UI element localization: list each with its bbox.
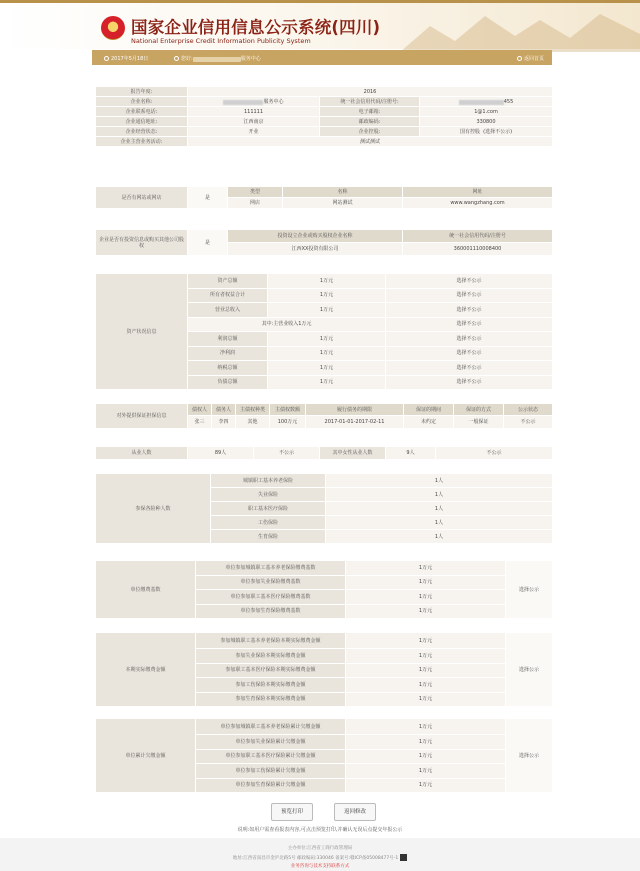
insurance-people-value: 1人	[326, 488, 553, 502]
guarantee-header: 主债权数额	[270, 404, 306, 416]
website-url: www.wangzhang.com	[403, 198, 553, 209]
holding-value: 国有控股 (选择不公示)	[420, 127, 553, 137]
arrears-value: 1万元	[346, 764, 506, 779]
site-header	[0, 3, 640, 49]
insurance-people-value: 1人	[326, 516, 553, 530]
insurance-type-label: 失业保险	[211, 488, 326, 502]
website-has-value: 是	[188, 187, 228, 209]
payment-base-label: 单位参加城镇职工基本养老保险缴费基数	[196, 561, 346, 576]
asset-label: 利润总额	[188, 332, 268, 347]
website-name: 网站测试	[283, 198, 403, 209]
employees-label: 从业人数	[96, 447, 188, 460]
payment-base-value: 1万元	[346, 604, 506, 619]
actual-payment-value: 1万元	[346, 678, 506, 693]
guarantee-header: 债务人	[212, 404, 236, 416]
info-bar	[92, 50, 552, 65]
postcode-value: 330800	[420, 117, 553, 127]
employees-status: 不公示	[254, 447, 320, 460]
arrears-label: 单位参加职工基本医疗保险累计欠缴金额	[196, 749, 346, 764]
guarantee-table	[95, 403, 553, 429]
female-employees-label: 其中女性从业人数	[320, 447, 386, 460]
site-subtitle: National Enterprise Credit Information Publicity System	[131, 37, 311, 45]
credit-code-value: 455	[420, 97, 553, 107]
asset-value: 1万元	[268, 361, 386, 376]
assets-table	[95, 273, 553, 390]
user-icon	[174, 56, 179, 61]
insurance-type-label: 城镇职工基本养老保险	[211, 474, 326, 488]
back-edit-button[interactable]: 返回修改	[334, 803, 376, 821]
actual-payment-value: 1万元	[346, 663, 506, 678]
table-row	[96, 274, 553, 289]
insurance-type-label: 职工基本医疗保险	[211, 502, 326, 516]
basic-info-table	[95, 86, 553, 147]
investment-has-value: 是	[188, 230, 228, 256]
name-label: 企业名称:	[96, 97, 188, 107]
insurance-people-table	[95, 473, 553, 544]
arrears-label: 单位参加失业保险累计欠缴金额	[196, 735, 346, 750]
asset-value: 1万元	[268, 332, 386, 347]
table-row	[96, 561, 553, 576]
footer-address: 地址:江西省南昌市金庐北路5号 邮政编码:330046 备案号:赣ICP备05008477号-1	[0, 854, 640, 861]
employees-table	[95, 446, 553, 460]
arrears-value: 1万元	[346, 749, 506, 764]
actual-payment-label: 参加生育保险本期实际缴费金额	[196, 692, 346, 707]
guarantee-section-label: 对外提供保证担保信息	[96, 404, 188, 429]
arrears-table	[95, 718, 553, 793]
status-value: 开业	[188, 127, 320, 137]
arrears-label: 单位参加生育保险累计欠缴金额	[196, 778, 346, 793]
asset-public: 选择不公示	[386, 288, 553, 303]
year-value: 2016	[188, 87, 553, 97]
footer-support-link[interactable]: 业务咨询与技术支持联系方式	[290, 864, 350, 869]
clock-icon	[104, 56, 109, 61]
guarantee-cell: 100万元	[270, 416, 306, 429]
guarantee-cell: 李四	[212, 416, 236, 429]
guarantee-cell: 张三	[188, 416, 212, 429]
asset-label: 资产总额	[188, 274, 268, 289]
website-header-name: 名称	[283, 187, 403, 198]
table-row	[96, 447, 553, 460]
asset-public: 选择不公示	[386, 332, 553, 347]
insurance-people-value: 1人	[326, 474, 553, 488]
guarantee-cell: 2017-01-01-2017-02-11	[306, 416, 404, 429]
print-preview-button[interactable]: 预览打印	[271, 803, 313, 821]
payment-base-table	[95, 560, 553, 619]
email-value: 1@1.com	[420, 107, 553, 117]
asset-value: 1万元	[268, 346, 386, 361]
asset-public: 选择不公示	[386, 274, 553, 289]
website-type: 网店	[228, 198, 283, 209]
actual-payment-public: 选择公示	[506, 633, 553, 707]
insurance-type-label: 工伤保险	[211, 516, 326, 530]
table-row	[96, 474, 553, 488]
redacted-text	[223, 100, 263, 105]
asset-label: 纳税总额	[188, 361, 268, 376]
payment-base-value: 1万元	[346, 575, 506, 590]
footer-organizer: 主办单位:江西省工商行政管理局	[287, 846, 353, 851]
main-business-label: 企业主营业务活动:	[96, 137, 188, 147]
asset-public: 选择不公示	[386, 346, 553, 361]
credit-code-label: 统一社会信用代码/注册号:	[320, 97, 420, 107]
arrears-value: 1万元	[346, 719, 506, 735]
status-label: 企业经营状态:	[96, 127, 188, 137]
asset-public: 选择不公示	[386, 375, 553, 390]
payment-base-label: 单位参加生育保险缴费基数	[196, 604, 346, 619]
address-value: 江西南京	[188, 117, 320, 127]
postcode-label: 邮政编码:	[320, 117, 420, 127]
redacted-text	[193, 57, 241, 62]
insurance-type-label: 生育保险	[211, 530, 326, 544]
investment-header-company: 投资设立企业或购买股权企业名称	[228, 230, 403, 243]
phone-label: 企业联系电话:	[96, 107, 188, 117]
arrears-public: 选择公示	[506, 719, 553, 793]
asset-label: 负债总额	[188, 375, 268, 390]
back-home-link[interactable]: 返回首页	[517, 55, 544, 62]
asset-value: 1万元	[268, 288, 386, 303]
payment-base-public: 选择公示	[506, 561, 553, 619]
asset-public: 选择不公示	[386, 317, 553, 332]
arrears-value: 1万元	[346, 778, 506, 793]
asset-label: 营业总收入	[188, 303, 268, 318]
asset-public: 选择不公示	[386, 303, 553, 318]
website-header-type: 类型	[228, 187, 283, 198]
guarantee-header: 保证的方式	[454, 404, 504, 416]
arrears-label: 单位参加工伤保险累计欠缴金额	[196, 764, 346, 779]
asset-label: 其中:主营业收入1万元	[188, 317, 386, 332]
asset-value: 1万元	[268, 303, 386, 318]
employees-value: 89人	[188, 447, 254, 460]
insurance-people-section-label: 参保各险种人数	[96, 474, 211, 544]
guarantee-cell: 不公示	[504, 416, 553, 429]
arrears-value: 1万元	[346, 735, 506, 750]
national-emblem-icon	[101, 16, 125, 40]
actual-payment-section-label: 本期实际缴费金额	[96, 633, 196, 707]
actual-payment-label: 参加失业保险本期实际缴费金额	[196, 649, 346, 664]
insurance-people-value: 1人	[326, 530, 553, 544]
female-employees-status: 不公示	[436, 447, 553, 460]
payment-base-section-label: 单位缴费基数	[96, 561, 196, 619]
payment-base-value: 1万元	[346, 590, 506, 605]
current-date: 2017年5月18日	[104, 55, 148, 62]
guarantee-cell: 未约定	[404, 416, 454, 429]
actual-payment-label: 参加工伤保险本期实际缴费金额	[196, 678, 346, 693]
website-header-url: 网址	[403, 187, 553, 198]
investment-header-code: 统一社会信用代码/注册号	[403, 230, 553, 243]
actual-payment-value: 1万元	[346, 692, 506, 707]
female-employees-value: 9人	[386, 447, 436, 460]
investment-section-label: 企业是否有投资信息或购买其他公司股权	[96, 230, 188, 256]
guarantee-header: 保证的期间	[404, 404, 454, 416]
actual-payment-table	[95, 632, 553, 707]
website-section-label: 是否有网站或网店	[96, 187, 188, 209]
payment-base-label: 单位参加失业保险缴费基数	[196, 575, 346, 590]
asset-public: 选择不公示	[386, 361, 553, 376]
site-footer	[0, 838, 640, 871]
website-table	[95, 186, 553, 209]
year-label: 报告年度:	[96, 87, 188, 97]
investment-table	[95, 229, 553, 256]
guarantee-header: 主债权种类	[236, 404, 270, 416]
asset-label: 所有者权益合计	[188, 288, 268, 303]
insurance-people-value: 1人	[326, 502, 553, 516]
asset-label: 净利润	[188, 346, 268, 361]
guarantee-header: 履行债务的期限	[306, 404, 404, 416]
guarantee-cell: 一般保证	[454, 416, 504, 429]
phone-value: 111111	[188, 107, 320, 117]
table-row	[96, 719, 553, 735]
payment-base-value: 1万元	[346, 561, 506, 576]
actual-payment-label: 参加职工基本医疗保险本期实际缴费金额	[196, 663, 346, 678]
actual-payment-label: 参加城镇职工基本养老保险本期实际缴费金额	[196, 633, 346, 649]
guarantee-header: 公示状态	[504, 404, 553, 416]
assets-section-label: 资产状况信息	[96, 274, 188, 390]
address-label: 企业通信地址:	[96, 117, 188, 127]
actual-payment-value: 1万元	[346, 649, 506, 664]
investment-company: 江西XX投资有限公司	[228, 243, 403, 256]
main-business-value: 测试测试	[188, 137, 553, 147]
investment-code: 360001110008400	[403, 243, 553, 256]
home-icon	[517, 56, 522, 61]
actual-payment-value: 1万元	[346, 633, 506, 649]
asset-value: 1万元	[268, 274, 386, 289]
instruction-note: 说明:如用户需查看报表内容,可点击预览打印,并确认无误后点提交年报公示	[237, 827, 403, 833]
email-label: 电子邮箱:	[320, 107, 420, 117]
payment-base-label: 单位参加职工基本医疗保险缴费基数	[196, 590, 346, 605]
arrears-section-label: 单位累计欠缴金额	[96, 719, 196, 793]
name-value: 服务中心	[188, 97, 320, 107]
asset-value: 1万元	[268, 375, 386, 390]
qr-code-icon	[400, 854, 407, 861]
guarantee-cell: 其他	[236, 416, 270, 429]
site-title: 国家企业信用信息公示系统(四川)	[131, 18, 381, 37]
holding-label: 企业控股:	[320, 127, 420, 137]
table-row	[96, 633, 553, 649]
current-user: 您好: 服务中心	[174, 55, 261, 62]
mountains-decoration	[400, 6, 640, 52]
redacted-text	[459, 100, 504, 105]
arrears-label: 单位参加城镇职工基本养老保险累计欠缴金额	[196, 719, 346, 735]
guarantee-header: 债权人	[188, 404, 212, 416]
